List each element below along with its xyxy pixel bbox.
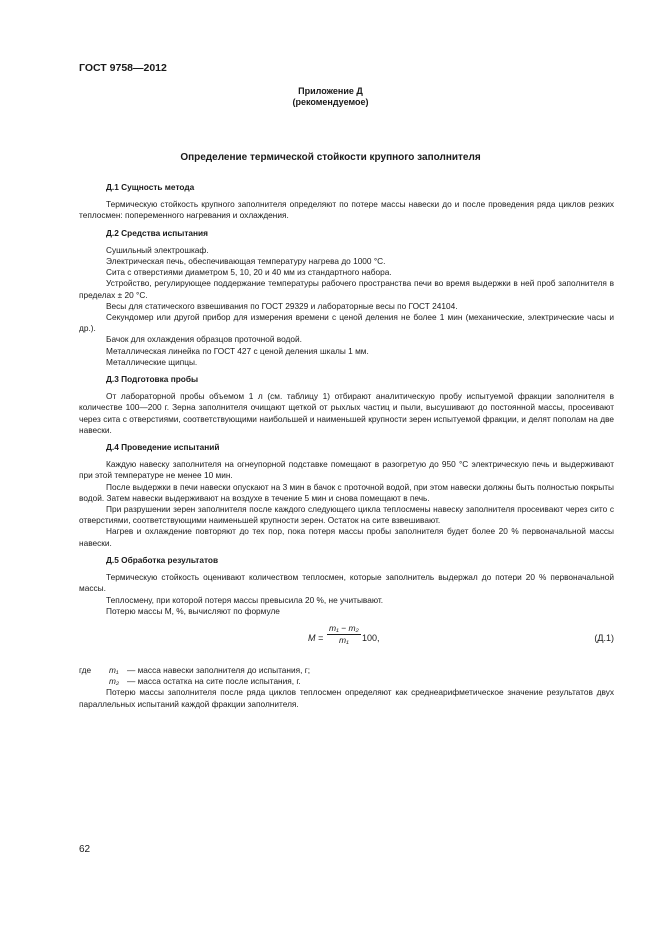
equipment-item: Устройство, регулирующее поддержание температуры рабочего пространства печи во время выдержки в ней проб заполнителя в пределах ± 20 °С. [79, 278, 614, 300]
document-title: Определение термической стойкости крупного заполнителя [180, 152, 481, 163]
document-body [79, 182, 614, 710]
equipment-item: Металлические щипцы. [106, 356, 198, 367]
formula-numerator: m₁ − m₂ [327, 623, 361, 635]
equipment-item: Секундомер или другой прибор для измерения времени с ценой деления не более 1 мин (механические, электрические часы и др.). [79, 312, 614, 334]
variable-description: — масса остатка на сите после испытания, г. [127, 676, 301, 687]
section-heading: Д.2 Средства испытания [106, 227, 208, 238]
section-heading: Д.3 Подготовка пробы [106, 374, 199, 385]
variable-term: m₂ [109, 676, 120, 687]
formula-number: (Д.1) [594, 632, 614, 643]
equipment-item: Металлическая линейка по ГОСТ 427 с ценой деления шкалы 1 мм. [106, 345, 369, 356]
formula-lhs: M = [308, 632, 324, 643]
paragraph: Нагрев и охлаждение повторяют до тех пор, пока потеря массы пробы заполнителя будет более 20 % первоначальной массы навески. [79, 526, 614, 548]
paragraph: При разрушении зерен заполнителя после каждого следующего цикла теплосмены навеску заполнителя просеивают через сито с отверстиями, соответствующими наименьшей крупности зерен. Остаток на сите взвешивают. [79, 504, 614, 526]
page-number: 62 [79, 844, 91, 855]
paragraph: Теплосмену, при которой потеря массы превысила 20 %, не учитывают. [106, 594, 384, 605]
equipment-item: Сушильный электрошкаф. [106, 244, 209, 255]
section-heading: Д.1 Сущность метода [106, 182, 195, 192]
variable-term: m₁ [109, 664, 119, 675]
paragraph: От лабораторной пробы объемом 1 л (см. таблицу 1) отбирают аналитическую пробу испытуемой фракции заполнителя в количестве 100—200 г. Зерна заполнителя очищают щеткой от рыхлых частиц и пыли, высушивают до постоянной массы, просеивают через сита с отверстиями, соответствующими наибольшей и наименьшей крупности зерен испытуемой фракции, и делят пополам на две навески. [79, 391, 614, 435]
section-heading: Д.5 Обработка результатов [106, 554, 219, 565]
paragraph: Каждую навеску заполнителя на огнеупорной подставке помещают в разогретую до 950 °С электрическую печь и выдерживают при этой температуре не менее 10 мин. [79, 459, 614, 481]
where-lead: где [79, 664, 92, 675]
paragraph: После выдержки в печи навески опускают на 3 мин в бачок с проточной водой, при этом навески должны быть полностью покрыты водой. Затем навески выдерживают на воздухе в течение 5 мин и снова помещают в печь. [79, 481, 614, 503]
paragraph: Термическую стойкость крупного заполнителя определяют по потере массы навески до и после проведения ряда циклов резких теплосмен: попеременного нагревания и охлаждения. [79, 199, 614, 221]
equipment-item: Бачок для охлаждения образцов проточной водой. [106, 334, 302, 345]
formula-denominator: m₁ [339, 635, 349, 646]
formula-multiplier: 100, [362, 632, 380, 643]
paragraph: Термическую стойкость оценивают количеством теплосмен, которые заполнитель выдержал до потери 20 % первоначальной массы. [79, 572, 614, 594]
section-heading: Д.4 Проведение испытаний [106, 442, 220, 453]
standard-designation: ГОСТ 9758—2012 [79, 62, 167, 74]
variable-definitions [79, 665, 614, 687]
annex-status: (рекомендуемое) [292, 97, 369, 107]
equipment-item: Весы для статического взвешивания по ГОСТ 29329 и лабораторные весы по ГОСТ 24104. [106, 300, 458, 311]
paragraph: Потерю массы M, %, вычисляют по формуле [106, 605, 280, 616]
variable-definition [79, 665, 614, 676]
variable-description: — масса навески заполнителя до испытания, г; [127, 664, 311, 675]
formula-d1 [79, 621, 614, 659]
where-lead [79, 676, 109, 687]
equipment-item: Электрическая печь, обеспечивающая температуру нагрева до 1000 °С. [106, 256, 386, 267]
formula-fraction [327, 623, 361, 646]
annex-title: Приложение Д [298, 86, 363, 96]
variable-definition [79, 676, 614, 687]
equipment-item: Сита с отверстиями диаметром 5, 10, 20 и 40 мм из стандартного набора. [106, 267, 392, 278]
paragraph: Потерю массы заполнителя после ряда циклов теплосмен определяют как среднеарифметическое значение результатов двух параллельных испытаний каждой фракции заполнителя. [79, 687, 614, 709]
